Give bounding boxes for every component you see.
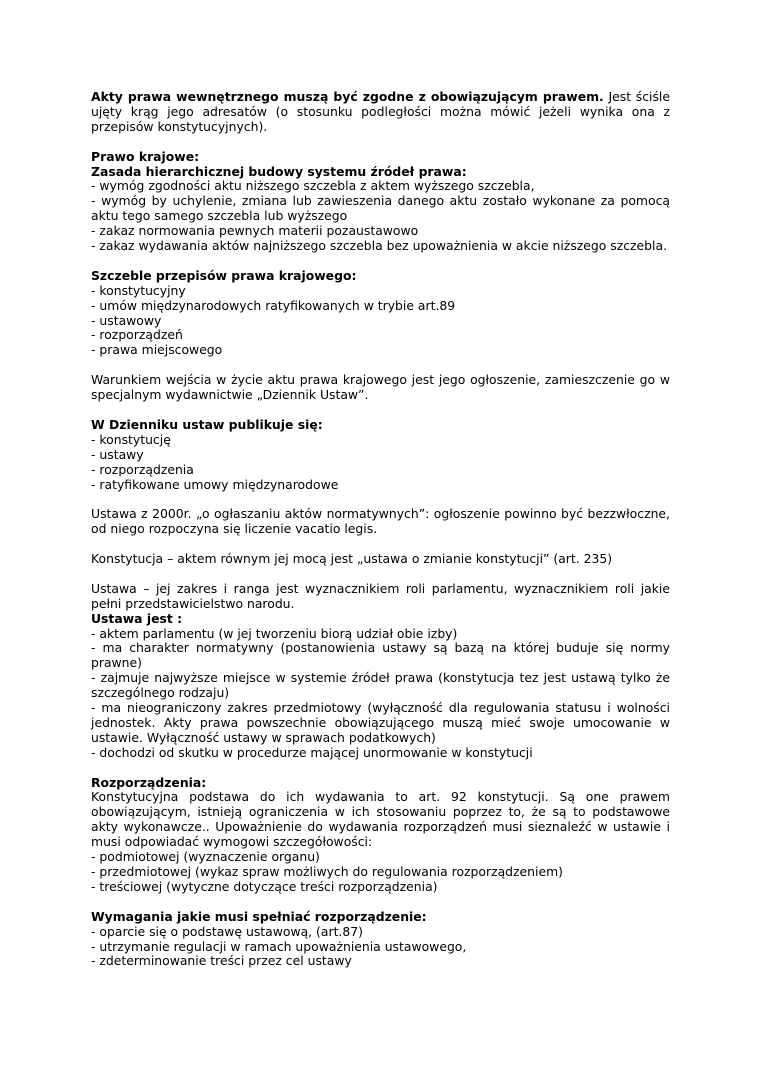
ustawa-2000-paragraph: Ustawa z 2000r. „o ogłaszaniu aktów normatywnych”: ogłoszenie powinno być bezzwłoczne, od niego rozpoczyna się liczenie vacatio legis. — [91, 506, 670, 537]
list-item: - rozporządzeń — [91, 327, 183, 343]
heading-wymagania: Wymagania jakie musi spełniać rozporządzenie: — [91, 908, 427, 924]
rozporzadzenia-paragraph: Konstytucyjna podstawa do ich wydawania to art. 92 konstytucji. Są one prawem obowiązującym, istnieją ograniczenia w ich stosowaniu poprzez to, że są to podstawowe akty wykonawcze.. Upoważnienie do wydawania rozporządzeń musi sieznaleźć w ustawie i musi odpowiadać wymogowi szczegółowości: — [91, 789, 670, 850]
intro-rest: Jest ściśle ujęty krąg jego adresatów (o stosunku podległości można mówić jeżeli wynika ona z przepisów konstytucyjnych). — [91, 89, 670, 134]
list-item: - aktem parlamentu (w jej tworzeniu biorą udział obie izby) — [91, 625, 458, 641]
list-item: - zdeterminowanie treści przez cel ustawy — [91, 953, 352, 969]
warunek-paragraph: Warunkiem wejścia w życie aktu prawa krajowego jest jego ogłoszenie, zamieszczenie go w specjalnym wydawnictwie „Dziennik Ustaw”. — [91, 372, 670, 403]
list-item: - ma nieograniczony zakres przedmiotowy (wyłączność dla regulowania statusu i wolności jednostek. Akty prawa powszechnie obowiązującego muszą mieć swoje umocowanie w ustawie. Wyłączność ustawy w sprawach podatkowych) — [91, 700, 670, 745]
intro-lead: Akty prawa wewnętrznego muszą być zgodne z obowiązującym prawem. — [91, 89, 604, 104]
list-item: - utrzymanie regulacji w ramach upoważnienia ustawowego, — [91, 938, 467, 954]
list-item: - rozporządzenia — [91, 461, 194, 477]
list-item: - wymóg zgodności aktu niższego szczebla z aktem wyższego szczebla, — [91, 178, 535, 194]
list-item: - ratyfikowane umowy międzynarodowe — [91, 476, 339, 492]
list-item: - ustawy — [91, 446, 144, 462]
list-item: - umów międzynarodowych ratyfikowanych w trybie art.89 — [91, 297, 456, 313]
list-item: - zakaz wydawania aktów najniższego szczebla bez upoważnienia w akcie niższego szczebla. — [91, 238, 668, 254]
list-item: - dochodzi od skutku w procedurze mającej unormowanie w konstytucji — [91, 744, 533, 760]
list-item: - wymóg by uchylenie, zmiana lub zawieszenia danego aktu zostało wykonane za pomocą aktu tego samego szczebla lub wyższego — [91, 193, 670, 224]
list-item: - ma charakter normatywny (postanowienia ustawy są bazą na której buduje się normy prawne) — [91, 640, 670, 671]
document-body — [91, 90, 670, 969]
heading-szczeble: Szczeble przepisów prawa krajowego: — [91, 267, 357, 283]
list-item: - zakaz normowania pewnych materii pozaustawowo — [91, 223, 419, 239]
heading-rozporzadzenia: Rozporządzenia: — [91, 774, 207, 790]
list-item: - podmiotowej (wyznaczenie organu) — [91, 849, 320, 865]
intro-paragraph — [91, 90, 670, 135]
list-item: - konstytucyjny — [91, 282, 186, 298]
heading-dziennik-ustaw: W Dzienniku ustaw publikuje się: — [91, 416, 323, 432]
list-item: - treściowej (wytyczne dotyczące treści rozporządzenia) — [91, 878, 438, 894]
list-item: - konstytucję — [91, 431, 171, 447]
heading-prawo-krajowe: Prawo krajowe: — [91, 148, 200, 164]
list-item: - przedmiotowej (wykaz spraw możliwych do regulowania rozporządzeniem) — [91, 864, 563, 879]
ustawa-intro-paragraph: Ustawa – jej zakres i ranga jest wyznacznikiem roli parlamentu, wyznacznikiem roli jakie pełni przedstawicielstwo narodu. — [91, 580, 670, 611]
konstytucja-paragraph: Konstytucja – aktem równym jej mocą jest „ustawa o zmianie konstytucji” (art. 235) — [91, 551, 613, 566]
list-item: - ustawowy — [91, 312, 162, 328]
list-item: - prawa miejscowego — [91, 342, 223, 358]
heading-ustawa-jest: Ustawa jest : — [91, 610, 183, 626]
heading-zasada-hierarchicznej: Zasada hierarchicznej budowy systemu źródeł prawa: — [91, 163, 467, 179]
list-item: - zajmuje najwyższe miejsce w systemie źródeł prawa (konstytucja tez jest ustawą tylko że szczególnego rodzaju) — [91, 670, 670, 701]
list-item: - oparcie się o podstawę ustawową, (art.87) — [91, 923, 363, 939]
